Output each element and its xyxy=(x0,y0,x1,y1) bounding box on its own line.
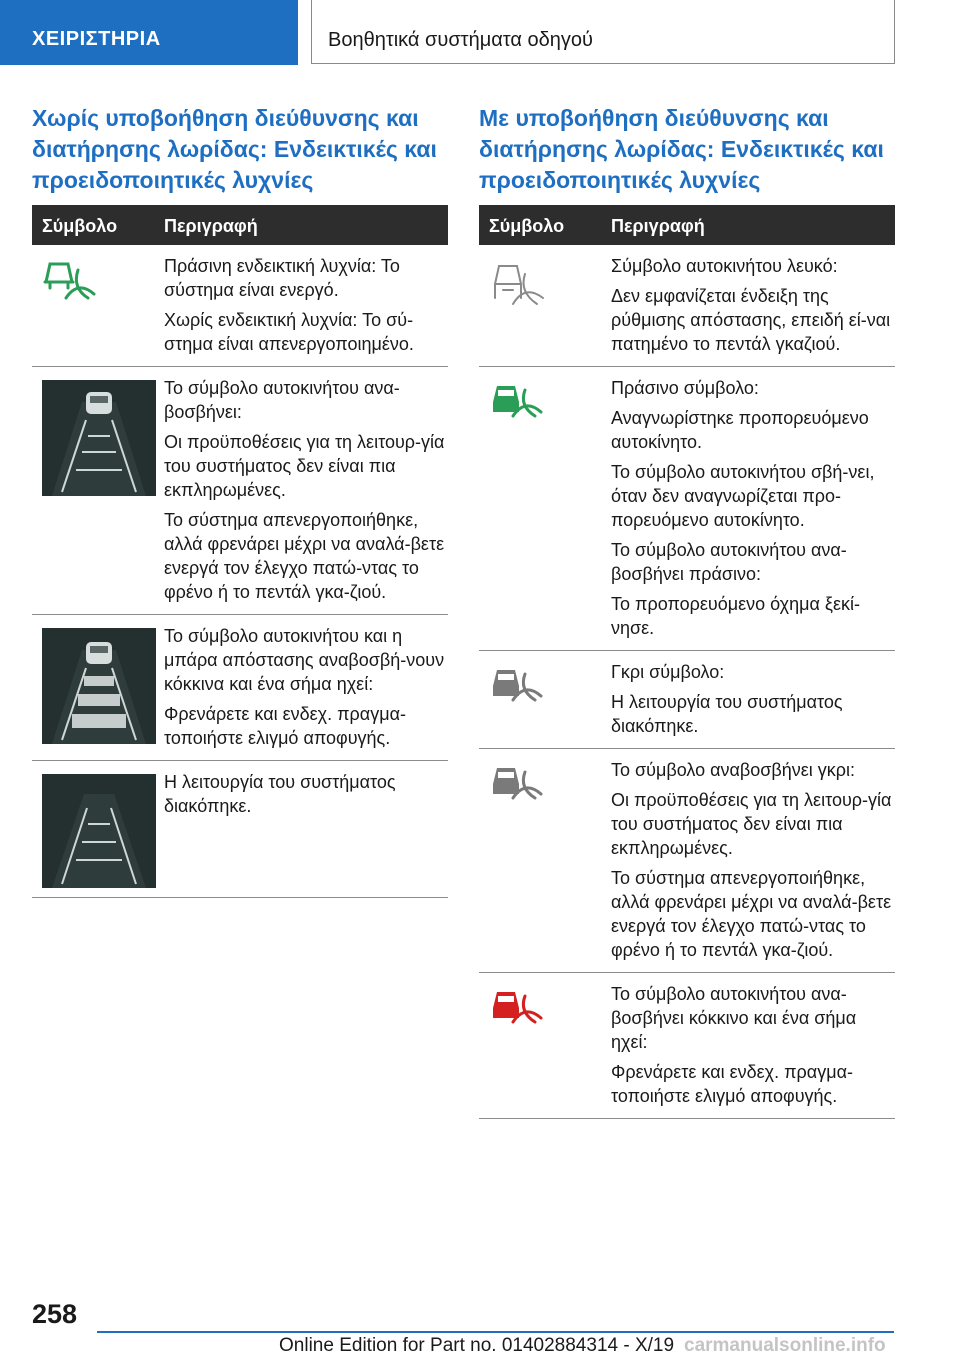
row-text: Σύμβολο αυτοκινήτου λευκό: xyxy=(611,256,838,276)
left-section xyxy=(32,103,448,898)
right-header-description: Περιγραφή xyxy=(611,216,705,236)
page-number: 258 xyxy=(32,1299,78,1329)
car-distance-bars-image xyxy=(42,628,156,749)
row-text: Το σύστημα απενεργοποιήθηκε, αλλά φρενάρει μέχρι να αναλά-βετε ενεργά τον έλεγχο πατώ-ντας το φρένο ή το πεντάλ γκα-ζιού. xyxy=(611,868,892,960)
row-text: Αναγνωρίστηκε προπορευόμενο αυτοκίνητο. xyxy=(611,408,869,452)
right-header-symbol: Σύμβολο xyxy=(489,216,565,236)
car-steering-green-icon xyxy=(489,380,547,425)
row-text: Χωρίς ενδεικτική λυχνία: Το σύ-στημα είναι απενεργοποιημένο. xyxy=(164,310,414,354)
row-text: Οι προϋποθέσεις για τη λειτουρ-γία του συστήματος δεν είναι πια εκπληρωμένες. xyxy=(164,432,445,500)
car-steering-grey-blinking-icon xyxy=(489,762,547,807)
car-ahead-road-image xyxy=(42,380,156,501)
lane-keeping-green-icon xyxy=(42,258,100,307)
table-row xyxy=(32,761,448,898)
row-text: Γκρι σύμβολο: xyxy=(611,662,725,682)
right-table-header xyxy=(479,205,895,245)
right-section-title: Με υποβοήθηση διεύθυνσης και διατήρησης λωρίδας: Ενδεικτικές και προειδοποιητικές λυχνίες xyxy=(479,105,884,193)
left-header-description: Περιγραφή xyxy=(164,216,258,236)
row-text: Η λειτουργία του συστήματος διακόπηκε. xyxy=(611,692,843,736)
car-steering-red-icon xyxy=(489,986,547,1031)
table-row xyxy=(32,615,448,761)
section-tab-label: ΧΕΙΡΙΣΤΗΡΙΑ xyxy=(32,28,161,50)
row-text: Οι προϋποθέσεις για τη λειτουρ-γία του συστήματος δεν είναι πια εκπληρωμένες. xyxy=(611,790,892,858)
table-row xyxy=(32,367,448,615)
chapter-tab xyxy=(311,0,895,64)
row-text: Το σύμβολο αυτοκινήτου ανα-βοσβήνει κόκκινο και ένα σήμα ηχεί: xyxy=(611,984,857,1052)
row-text: Πράσινο σύμβολο: xyxy=(611,378,759,398)
car-steering-grey-icon xyxy=(489,664,547,709)
row-text: Το σύμβολο αυτοκινήτου ανα-βοσβήνει πράσινο: xyxy=(611,540,847,584)
table-row xyxy=(479,749,895,973)
section-tab xyxy=(0,0,298,65)
row-text: Το σύμβολο αυτοκινήτου ανα-βοσβήνει: xyxy=(164,378,400,422)
row-text: Η λειτουργία του συστήματος διακόπηκε. xyxy=(164,772,396,816)
table-row xyxy=(479,367,895,651)
table-row xyxy=(479,973,895,1119)
table-row xyxy=(479,245,895,367)
row-text: Το σύστημα απενεργοποιήθηκε, αλλά φρενάρει μέχρι να αναλά-βετε ενεργά τον έλεγχο πατώ-ντας το φρένο ή το πεντάλ γκα-ζιού. xyxy=(164,510,445,602)
car-steering-white-icon xyxy=(489,258,547,313)
row-text: Φρενάρετε και ενδεχ. πραγμα-τοποιήστε ελιγμό αποφυγής. xyxy=(611,1062,853,1106)
row-text: Το προπορευόμενο όχημα ξεκί-νησε. xyxy=(611,594,860,638)
table-row xyxy=(479,651,895,749)
left-header-symbol: Σύμβολο xyxy=(42,216,118,236)
empty-road-image xyxy=(42,774,156,893)
row-text: Το σύμβολο αναβοσβήνει γκρι: xyxy=(611,760,856,780)
table-row xyxy=(32,245,448,367)
footer-divider xyxy=(97,1331,894,1333)
right-section xyxy=(479,103,895,1119)
left-section-title: Χωρίς υποβοήθηση διεύθυνσης και διατήρησης λωρίδας: Ενδεικτικές και προειδοποιητικές λυχνίες xyxy=(32,105,437,193)
row-text: Φρενάρετε και ενδεχ. πραγμα-τοποιήστε ελιγμό αποφυγής. xyxy=(164,704,406,748)
row-text: Το σύμβολο αυτοκινήτου σβή-νει, όταν δεν αναγνωρίζεται προ-πορευόμενο αυτοκίνητο. xyxy=(611,462,875,530)
chapter-tab-label: Βοηθητικά συστήματα οδηγού xyxy=(328,29,593,51)
row-text: Πράσινη ενδεικτική λυχνία: Το σύστημα είναι ενεργό. xyxy=(164,256,400,300)
row-text: Το σύμβολο αυτοκινήτου και η μπάρα απόστασης αναβοσβή-νουν κόκκινα και ένα σήμα ηχεί: xyxy=(164,626,445,694)
footer-edition: Online Edition for Part no. 01402884314 - X/19 xyxy=(279,1335,675,1356)
row-text: Δεν εμφανίζεται ένδειξη της ρύθμισης απόστασης, επειδή εί-ναι πατημένο το πεντάλ γκαζιού. xyxy=(611,286,891,354)
watermark: carmanualsonline.info xyxy=(684,1335,886,1356)
left-table-header xyxy=(32,205,448,245)
